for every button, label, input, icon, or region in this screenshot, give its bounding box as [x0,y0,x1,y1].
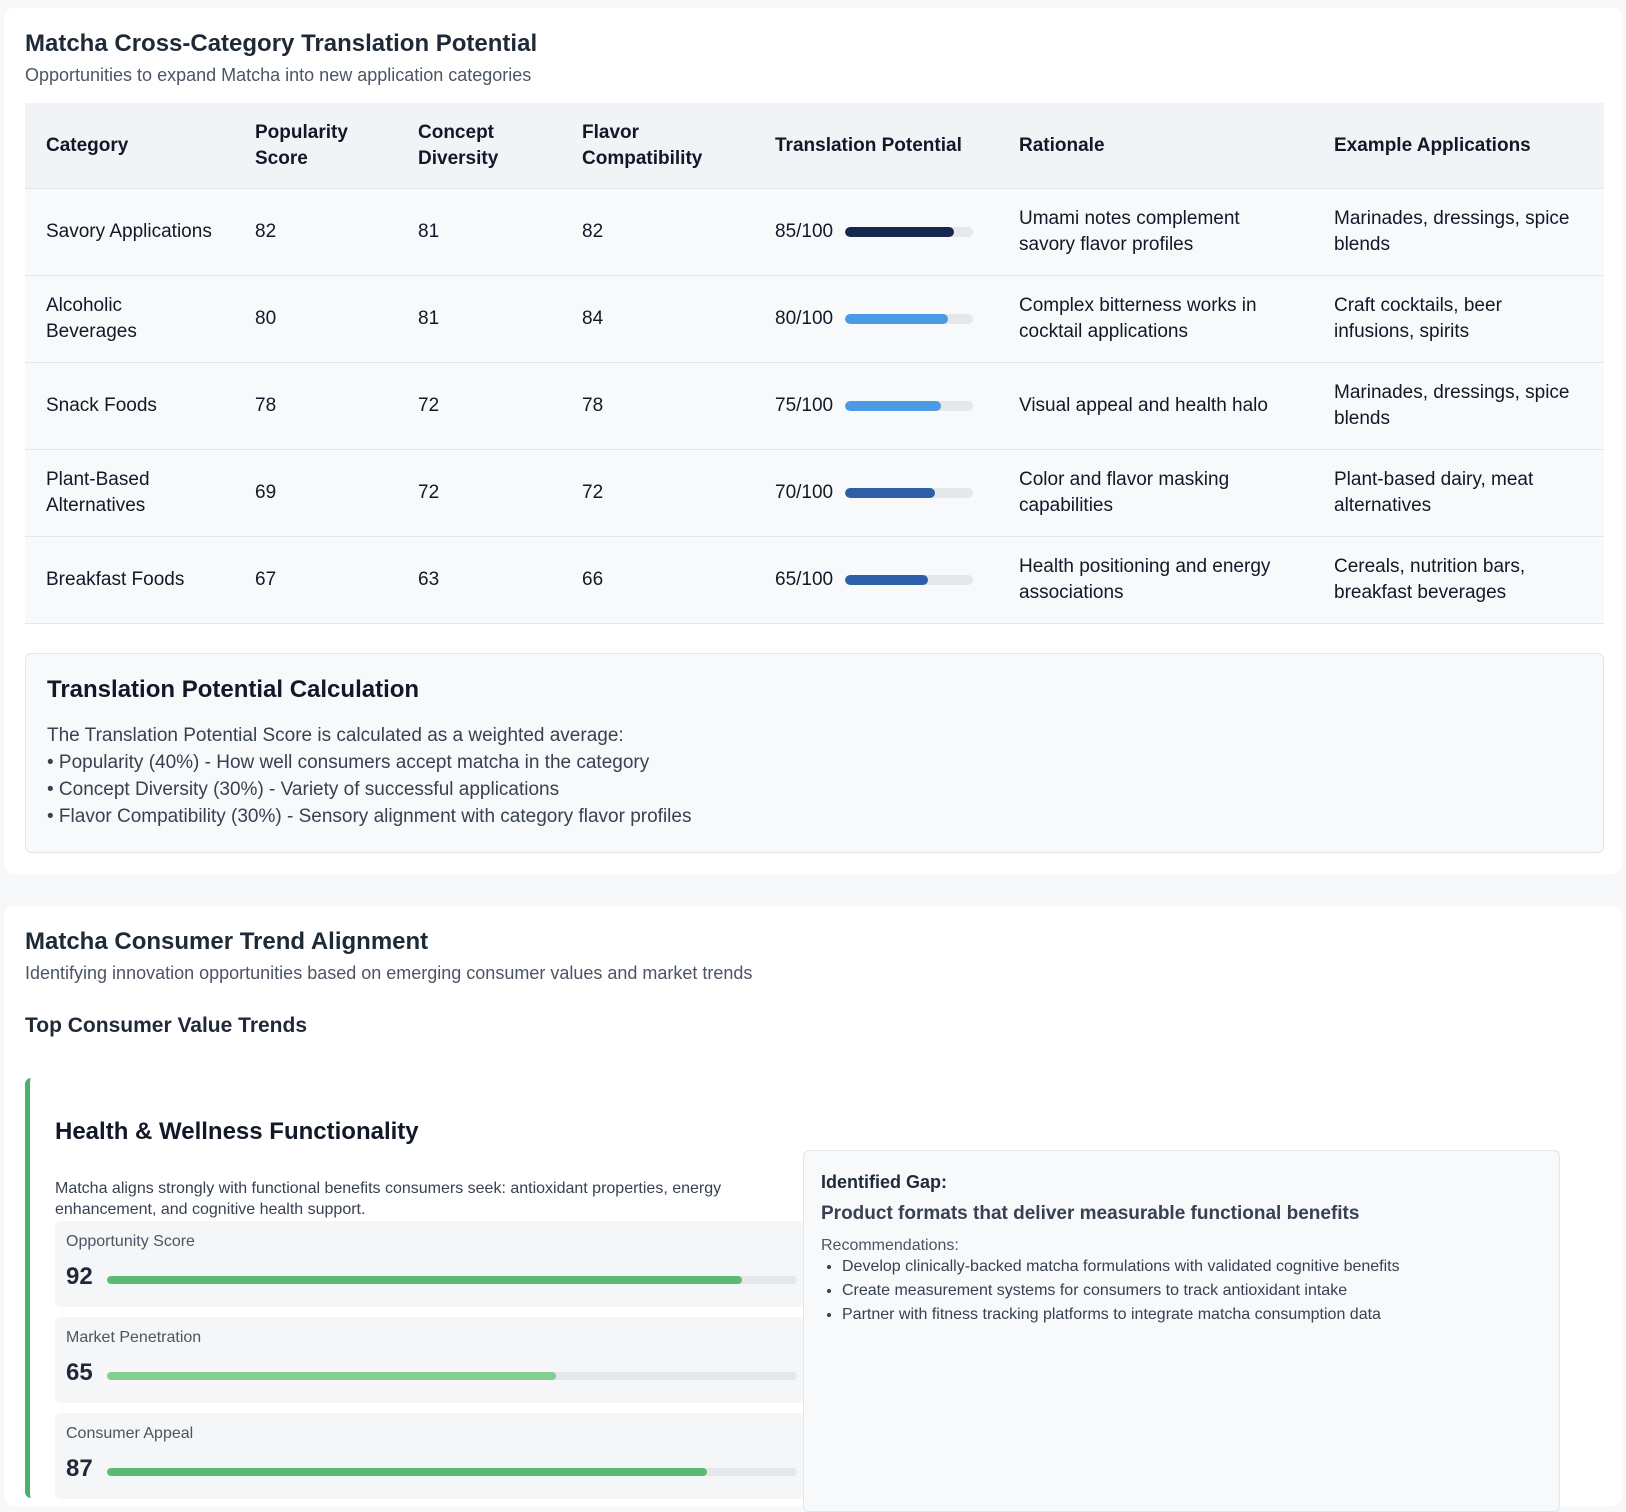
calculation-line: • Concept Diversity (30%) - Variety of successful applications [47,779,560,800]
cell-potential [754,276,998,363]
translation-subtitle: Opportunities to expand Matcha into new application categories [25,65,532,85]
gap-label: Identified Gap: [821,1172,947,1192]
metric-label: Consumer Appeal [66,1425,194,1442]
cell-category: Alcoholic Beverages [25,276,234,363]
recommendations-label: Recommendations: [821,1237,959,1254]
table-header-row [25,103,1604,189]
potential-label: 75/100 [775,395,834,416]
header-rationale[interactable]: Rationale [998,103,1313,189]
header-potential[interactable]: Translation Potential [754,103,998,189]
cell-rationale: Visual appeal and health halo [998,363,1313,450]
metric-bar-fill [107,1468,707,1476]
table-row [25,189,1604,276]
potential-bar [845,401,973,411]
cell-diversity: 63 [397,537,561,624]
cell-diversity: 81 [397,189,561,276]
potential-bar-fill [845,488,935,498]
potential-label: 65/100 [775,569,834,590]
trend-subtitle: Identifying innovation opportunities based on emerging consumer values and market trends [25,963,753,983]
translation-title: Matcha Cross-Category Translation Potential [25,30,538,57]
cell-rationale: Color and flavor masking capabilities [998,450,1313,537]
metric-label: Opportunity Score [66,1233,195,1250]
metric-market-penetration [55,1317,805,1403]
table-row [25,276,1604,363]
cell-popularity: 69 [234,450,397,537]
calculation-line: The Translation Potential Score is calculated as a weighted average: [47,725,624,746]
calculation-line: • Flavor Compatibility (30%) - Sensory alignment with category flavor profiles [47,806,692,827]
table-row [25,363,1604,450]
list-item: • Create measurement systems for consumers to track antioxidant intake [842,1279,1400,1303]
cell-examples: Marinades, dressings, spice blends [1313,189,1604,276]
cell-popularity: 82 [234,189,397,276]
table-row [25,537,1604,624]
calculation-title: Translation Potential Calculation [47,676,420,703]
cell-flavor: 82 [561,189,754,276]
metric-bar-fill [107,1276,742,1284]
cell-category: Plant-Based Alternatives [25,450,234,537]
cell-diversity: 72 [397,363,561,450]
trend-card-health-wellness [25,1078,1590,1498]
identified-gap-panel [803,1150,1560,1512]
section-heading: Top Consumer Value Trends [25,1014,308,1037]
cell-potential [754,363,998,450]
cell-flavor: 84 [561,276,754,363]
table-row [25,450,1604,537]
header-examples[interactable]: Example Applications [1313,103,1604,189]
translation-potential-card [4,8,1622,874]
gap-text: Product formats that deliver measurable functional benefits [821,1203,1360,1224]
potential-bar [845,227,973,237]
potential-bar-fill [845,314,947,324]
metric-value: 92 [66,1263,93,1290]
calculation-box [25,653,1604,853]
header-popularity[interactable]: Popularity Score [234,103,397,189]
potential-bar-fill [845,227,954,237]
cell-diversity: 72 [397,450,561,537]
cell-examples: Craft cocktails, beer infusions, spirits [1313,276,1604,363]
metric-bar [107,1372,797,1380]
potential-bar [845,488,973,498]
metric-opportunity-score [55,1221,805,1307]
potential-label: 85/100 [775,221,834,242]
cell-popularity: 67 [234,537,397,624]
cell-flavor: 66 [561,537,754,624]
cell-potential [754,189,998,276]
cell-diversity: 81 [397,276,561,363]
cell-category: Snack Foods [25,363,234,450]
cell-examples: Cereals, nutrition bars, breakfast beverages [1313,537,1604,624]
potential-label: 70/100 [775,482,834,503]
translation-table [25,103,1604,624]
potential-bar [845,575,973,585]
metric-value: 87 [66,1455,93,1482]
cell-popularity: 78 [234,363,397,450]
header-flavor[interactable]: Flavor Compatibility [561,103,754,189]
cell-category: Breakfast Foods [25,537,234,624]
header-category[interactable]: Category [25,103,234,189]
metric-bar-fill [107,1372,556,1380]
cell-potential [754,537,998,624]
potential-bar-fill [845,401,941,411]
trend-card-title: Health & Wellness Functionality [55,1118,419,1145]
list-item: • Develop clinically-backed matcha formulations with validated cognitive benefits [842,1255,1400,1279]
cell-potential [754,450,998,537]
cell-rationale: Complex bitterness works in cocktail applications [998,276,1313,363]
cell-examples: Plant-based dairy, meat alternatives [1313,450,1604,537]
metric-bar [107,1276,797,1284]
list-item: • Partner with fitness tracking platforms to integrate matcha consumption data [842,1303,1400,1327]
recommendations-list [821,1255,1400,1327]
cell-examples: Marinades, dressings, spice blends [1313,363,1604,450]
metric-bar [107,1468,797,1476]
cell-category: Savory Applications [25,189,234,276]
trend-alignment-card [4,906,1622,1506]
cell-popularity: 80 [234,276,397,363]
potential-bar [845,314,973,324]
header-diversity[interactable]: Concept Diversity [397,103,561,189]
trend-card-description: Matcha aligns strongly with functional benefits consumers seek: antioxidant properties, energy enhancement, and cognitive health support. [55,1180,722,1218]
calculation-line: • Popularity (40%) - How well consumers accept matcha in the category [47,752,650,773]
cell-flavor: 72 [561,450,754,537]
cell-flavor: 78 [561,363,754,450]
potential-bar-fill [845,575,928,585]
calculation-text [47,722,691,830]
trend-title: Matcha Consumer Trend Alignment [25,928,429,955]
cell-rationale: Umami notes complement savory flavor profiles [998,189,1313,276]
cell-rationale: Health positioning and energy associations [998,537,1313,624]
metric-value: 65 [66,1359,93,1386]
metric-consumer-appeal [55,1413,805,1499]
metric-label: Market Penetration [66,1329,202,1346]
potential-label: 80/100 [775,308,834,329]
